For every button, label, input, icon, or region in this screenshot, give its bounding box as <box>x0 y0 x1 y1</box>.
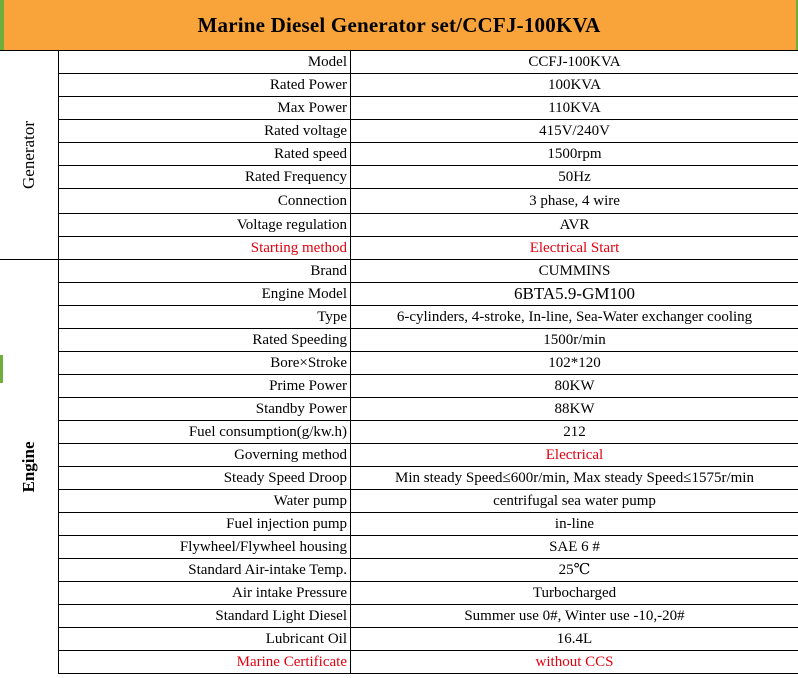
spec-key: Bore×Stroke <box>59 352 351 374</box>
table-row <box>59 329 798 352</box>
generator-section-label <box>0 51 59 259</box>
engine-label-text: Engine <box>19 441 38 493</box>
spec-key: Rated speed <box>59 143 351 165</box>
spec-value: 110KVA <box>548 100 601 116</box>
table-row <box>59 605 798 628</box>
table-row <box>59 120 798 143</box>
spec-key: Air intake Pressure <box>59 582 351 604</box>
spec-key: Engine Model <box>59 283 351 305</box>
spec-value: 415V/240V <box>539 123 610 139</box>
spec-value: 50Hz <box>558 169 591 185</box>
spec-value: 3 phase, 4 wire <box>529 193 620 209</box>
spec-key: Max Power <box>59 97 351 119</box>
generator-section <box>0 51 798 260</box>
table-row <box>59 74 798 97</box>
spec-value: 1500r/min <box>543 332 606 348</box>
engine-section-label <box>0 260 59 674</box>
spec-key: Lubricant Oil <box>59 628 351 650</box>
spec-value: Turbocharged <box>532 585 617 601</box>
table-row <box>59 375 798 398</box>
spec-key: Voltage regulation <box>59 214 351 236</box>
spec-value: Electrical <box>545 447 604 463</box>
table-row <box>59 467 798 490</box>
spec-key: Prime Power <box>59 375 351 397</box>
spec-value: 88KW <box>554 401 595 417</box>
table-row <box>59 444 798 467</box>
spec-value: 212 <box>563 424 586 440</box>
spec-key: Governing method <box>59 444 351 466</box>
table-row <box>59 421 798 444</box>
table-row <box>59 628 798 651</box>
spec-value: without CCS <box>535 654 614 670</box>
spec-key: Rated voltage <box>59 120 351 142</box>
spec-key: Model <box>59 51 351 73</box>
spec-key: Fuel consumption(g/kw.h) <box>59 421 351 443</box>
spec-value: 16.4L <box>556 631 593 647</box>
generator-label-text: Generator <box>19 121 38 189</box>
spec-value: CCFJ-100KVA <box>528 54 621 70</box>
table-row <box>59 536 798 559</box>
spec-value: SAE 6 # <box>549 539 600 555</box>
spec-value: in-line <box>554 516 595 532</box>
spec-value: 102*120 <box>548 355 601 371</box>
table-row <box>59 306 798 329</box>
spec-key: Type <box>59 306 351 328</box>
table-row <box>59 189 798 214</box>
spec-key: Marine Certificate <box>59 651 351 673</box>
table-row <box>59 398 798 421</box>
table-row <box>59 214 798 237</box>
table-row <box>59 97 798 120</box>
spec-key: Fuel injection pump <box>59 513 351 535</box>
spec-key: Starting method <box>59 237 351 259</box>
table-row <box>59 490 798 513</box>
spec-key: Standard Air-intake Temp. <box>59 559 351 581</box>
spec-value: centrifugal sea water pump <box>493 493 656 509</box>
engine-section <box>0 260 798 674</box>
left-edge-accent <box>0 355 3 383</box>
spec-key: Water pump <box>59 490 351 512</box>
table-row <box>59 513 798 536</box>
table-row <box>59 352 798 375</box>
table-row <box>59 143 798 166</box>
engine-rows <box>59 260 798 674</box>
spec-key: Rated Speeding <box>59 329 351 351</box>
table-row <box>59 260 798 283</box>
table-row <box>59 51 798 74</box>
spec-value: 80KW <box>554 378 595 394</box>
table-row <box>59 283 798 306</box>
table-title: Marine Diesel Generator set/CCFJ-100KVA <box>197 12 601 37</box>
spec-value: AVR <box>559 217 590 233</box>
spec-sheet <box>0 51 798 674</box>
table-row <box>59 237 798 259</box>
spec-key: Connection <box>59 189 351 213</box>
generator-rows <box>59 51 798 259</box>
spec-key: Standard Light Diesel <box>59 605 351 627</box>
spec-key: Flywheel/Flywheel housing <box>59 536 351 558</box>
spec-key: Rated Power <box>59 74 351 96</box>
spec-value: 6-cylinders, 4-stroke, In-line, Sea-Water exchanger cooling <box>396 309 753 325</box>
spec-key: Standby Power <box>59 398 351 420</box>
table-row <box>59 559 798 582</box>
table-row <box>59 582 798 605</box>
spec-value: CUMMINS <box>538 263 611 279</box>
spec-value: Min steady Speed≤600r/min, Max steady Speed≤1575r/min <box>395 470 754 486</box>
spec-value: Electrical Start <box>529 240 620 256</box>
table-title-bar <box>0 0 798 51</box>
spec-value: 6BTA5.9-GM100 <box>514 284 635 303</box>
title-left-accent <box>0 0 4 50</box>
spec-value: 25℃ <box>558 562 591 578</box>
spec-value: 100KVA <box>547 77 602 93</box>
spec-key: Rated Frequency <box>59 166 351 188</box>
table-row <box>59 651 798 674</box>
table-row <box>59 166 798 189</box>
spec-value: 1500rpm <box>547 146 602 162</box>
spec-key: Steady Speed Droop <box>59 467 351 489</box>
spec-value: Summer use 0#, Winter use -10,-20# <box>464 608 685 624</box>
spec-key: Brand <box>59 260 351 282</box>
